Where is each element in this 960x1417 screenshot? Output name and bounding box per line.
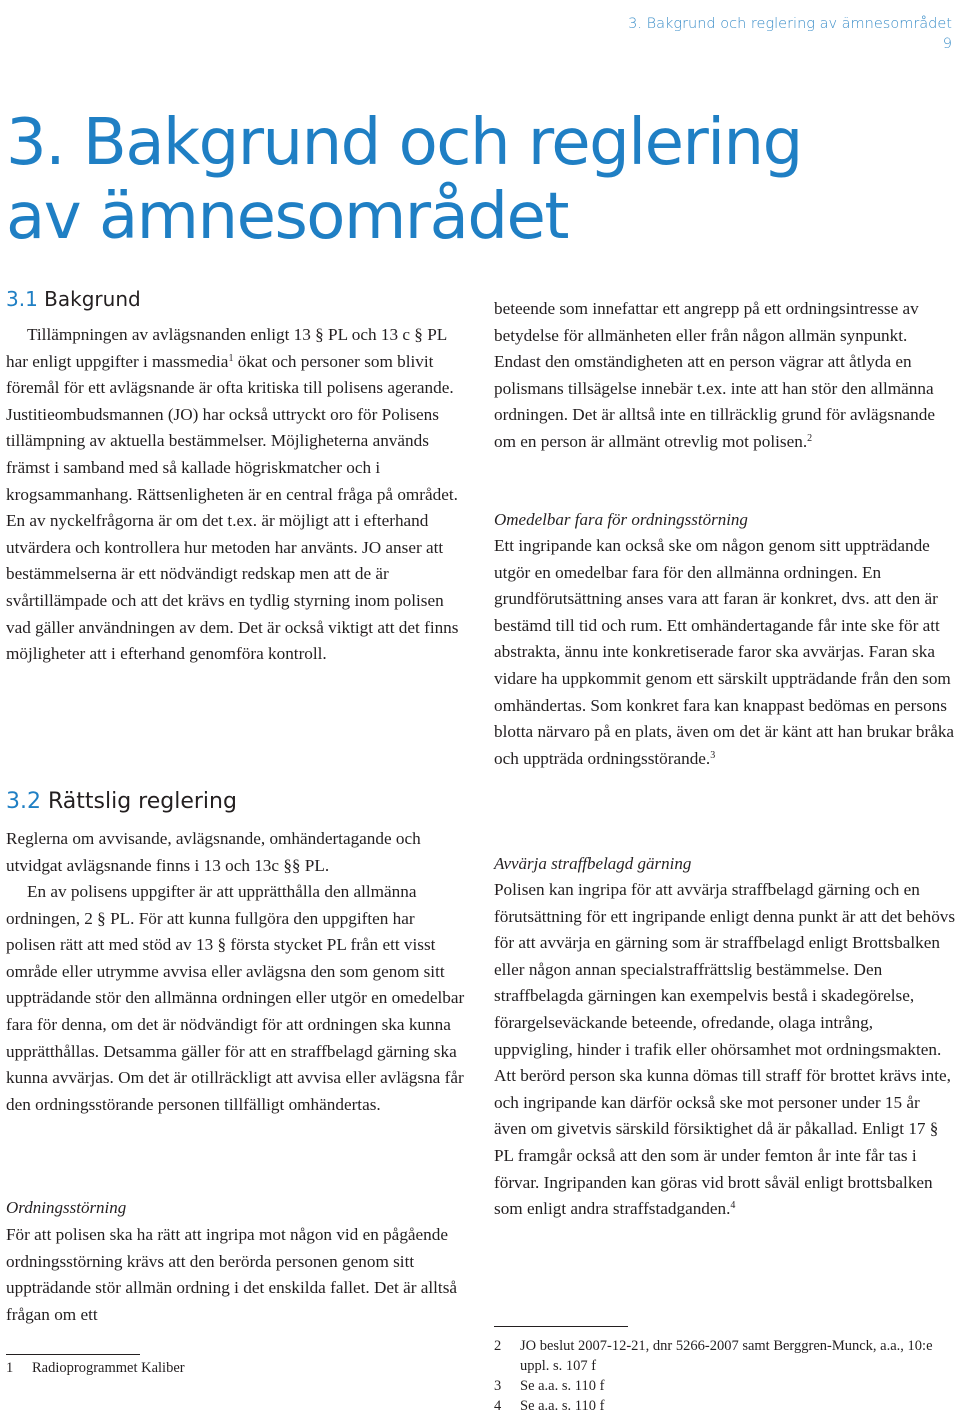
footnote-1 [6, 1358, 468, 1378]
section-3-1-paragraph [6, 322, 468, 668]
section-number: 3.2 [6, 789, 41, 814]
footnote-text: Se a.a. s. 110 f [520, 1378, 605, 1394]
footnote-4 [494, 1396, 956, 1416]
footnote-number: 1 [6, 1360, 14, 1376]
section-title: Bakgrund [44, 287, 141, 311]
section-heading-3-2 [6, 788, 468, 816]
running-head-section: 3. Bakgrund och reglering av ämnesområdet [628, 16, 952, 32]
omedelbar-fara-paragraph [494, 533, 956, 772]
section-3-2-paragraph-2: En av polisens uppgifter är att upprätthålla den allmänna ordningen, 2 § PL. För att kunna fullgöra den uppgiften har polisen rätt att med stöd av 13 § första stycket PL från ett visst område eller utrymme avvisa eller avlägsna den som genom sitt uppträdande stör den allmänna ordningen eller utgör en omedelbar fara för denna, om det är nödvändigt för att ordningen ska kunna upprätthållas. Detsamma gäller för att en straffbelagd gärning ska kunna avvärjas. Om det är otillräckligt att avvisa eller avlägsna får den ordningsstörande personen tillfälligt omhändertas. [6, 882, 465, 1114]
section-heading-3-1 [6, 286, 468, 312]
page-number: 9 [942, 36, 952, 52]
ordningsstorning-paragraph: För att polisen ska ha rätt att ingripa mot någon vid en pågående ordningsstörning krävs att den berörda personen genom sitt uppträdande stör allmän ordning i det enskilda fallet. Det är alltså frågan om ett [6, 1225, 458, 1324]
footnote-ref-3[interactable]: 3 [710, 749, 716, 761]
paragraph-text-continued: ökat och personer som blivit föremål för ett avlägsnande är ofta kritiska till polisens agerande. Justitieombudsmannen (JO) har också uttryckt oro för Polisens tillämpning av aktuella bestämmelser. Möjligheterna används främst i samband med så kallade högriskmatcher och i krogsammanhang. Rättsenligheten är en central fråga på området. En av nyckelfrågorna är om det t.ex. är möjligt att i efterhand utvärdera och kontrollera hur metoden har använts. JO anser att bestämmelserna är ett nödvändigt redskap men att de är svårtillämpade och att det krävs en tydlig styrning inom polisen vad gäller användningen av dem. Det är också viktigt att det finns möjligheter att i efterhand genomföra kontroll. [6, 351, 459, 664]
page-title [6, 106, 802, 254]
paragraph-text: Polisen kan ingripa för att avvärja straffbelagd gärning och en förutsättning för ett ingripande enligt denna punkt är att det behövs för att avvärja en gärning som är straffbelagd enligt Brottsbalken eller någon annan specialstraffrättslig bestämmelse. Den straffbelagda gärningen kan exempelvis bestå i skadegörelse, förargelseväckande beteende, ofredande, olaga intrång, uppvigling, hinder i trafik eller ohörsamhet mot ordningsmakten. Att berörd person ska kunna dömas till straff för brottet krävs inte, och ingripande kan därför också ske mot personer under 15 år även om givetvis särskild försiktighet då är påkallad. Enligt 17 § PL framgår också att den som är under femton år inte får tas i förvar. Ingripanden kan göras vid brott såväl enligt brottsbalken som enligt andra straffstadganden. [494, 880, 956, 1219]
subheading-ordningsstorning: Ordningsstörning [6, 1198, 127, 1217]
footnote-divider [494, 1326, 628, 1327]
page-title-line-1: 3. Bakgrund och reglering [6, 106, 802, 180]
footnote-ref-2[interactable]: 2 [807, 432, 813, 444]
footnote-number: 4 [494, 1398, 502, 1414]
paragraph-text: Ett ingripande kan också ske om någon genom sitt uppträdande utgör en omedelbar fara för den allmänna ordningen. En grundförutsättning anses vara att faran är konkret, dvs. att den är bestämd till tid och rum. Ett omhändertagande får inte ske för att abstrakta, ännu inte konkretiserade faror ska avvärjas. Faran ska vidare ha uppkommit genom ett särskilt uppträdande från den som omhändertas. Som konkret fara kan knappast bedömas en persons blotta närvaro på en plats, även om det är känt att han brukar bråka och uppträda ordningsstörande. [494, 536, 955, 768]
footnote-ref-1[interactable]: 1 [228, 352, 234, 364]
footnote-number: 2 [494, 1338, 502, 1354]
section-title: Rättslig reglering [48, 789, 237, 814]
avvarja-paragraph [494, 877, 956, 1223]
footnote-number: 3 [494, 1378, 502, 1394]
footnote-divider [6, 1354, 140, 1355]
paragraph-text: Tillämpningen av avlägsnanden enligt 13 § PL och 13 c § PL har enligt uppgifter i massmedia [6, 325, 447, 371]
footnote-text: Se a.a. s. 110 f [520, 1398, 605, 1414]
running-head [628, 14, 952, 54]
ordningsstorning-continuation [494, 296, 956, 456]
page-title-line-2: av ämnesområdet [6, 180, 568, 254]
footnote-2 [494, 1336, 956, 1376]
footnotes-left [6, 1358, 468, 1378]
section-number: 3.1 [6, 287, 38, 311]
subheading-avvarja: Avvärja straffbelagd gärning [494, 854, 692, 873]
footnote-ref-4[interactable]: 4 [730, 1200, 736, 1212]
paragraph-text: beteende som innefattar ett angrepp på ett ordningsintresse av betydelse för allmänheten eller från någon allmän synpunkt. Endast den omständigheten att en person vägrar att åtlyda en polismans tillsägelse innebär t.ex. inte att han stör den allmänna ordningen. Det är alltså inte en tillräcklig grund för avlägsnande om en person är allmänt otrevlig mot polisen. [494, 299, 936, 451]
footnote-text: JO beslut 2007-12-21, dnr 5266-2007 samt Berggren-Munck, a.a., 10:e uppl. s. 107 f [520, 1338, 933, 1374]
footnote-text: Radioprogrammet Kaliber [32, 1360, 185, 1376]
footnote-3 [494, 1376, 956, 1396]
section-3-2-paragraph-1: Reglerna om avvisande, avlägsnande, omhändertagande och utvidgat avlägsnande finns i 13 och 13c §§ PL. [6, 829, 421, 875]
footnotes-right [494, 1336, 956, 1416]
subheading-omedelbar-fara: Omedelbar fara för ordningsstörning [494, 510, 748, 529]
